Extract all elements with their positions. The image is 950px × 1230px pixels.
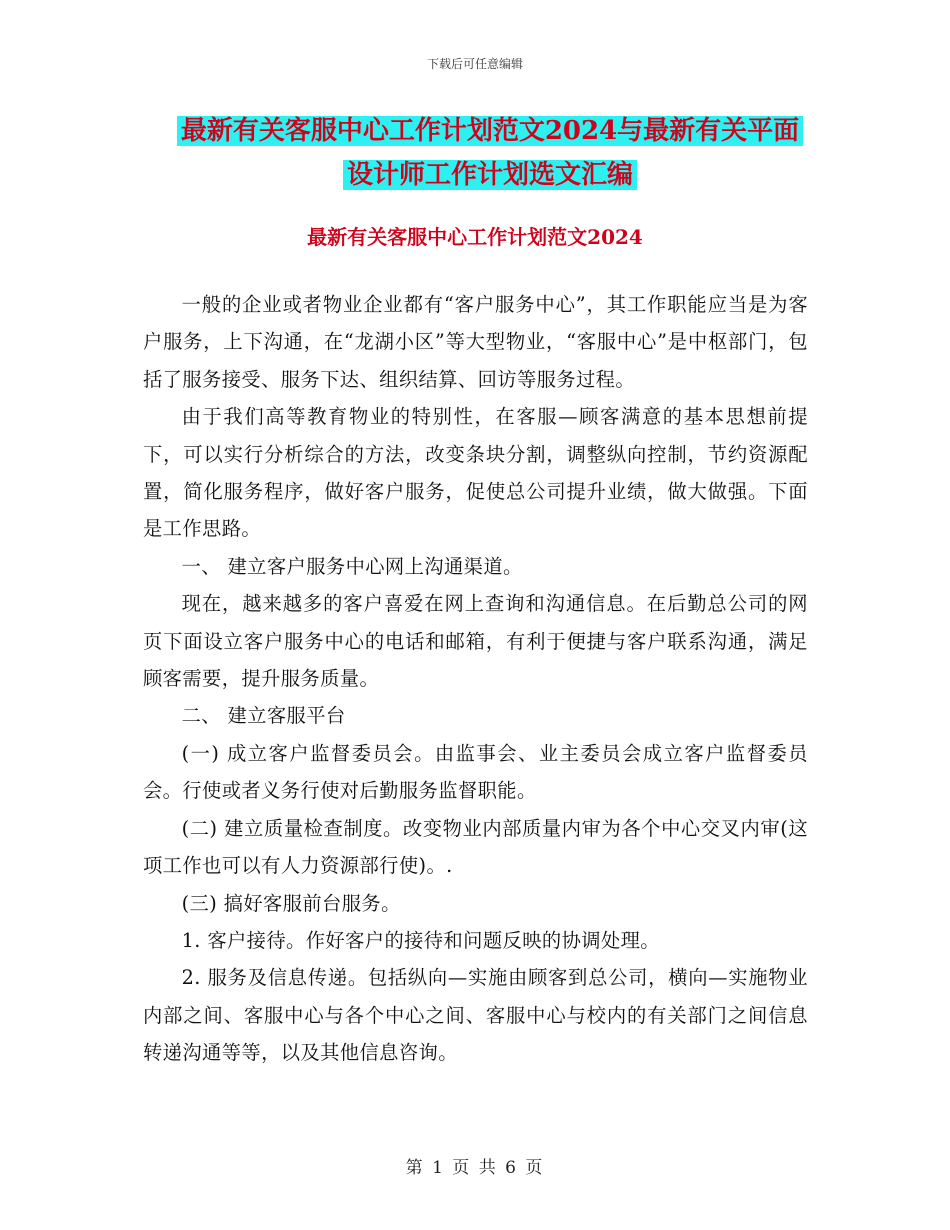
- paragraph: (一) 成立客户监督委员会。由监事会、业主委员会成立客户监督委员会。行使或者义务行使对后勤服务监督职能。: [143, 741, 808, 803]
- paragraph: 1. 客户接待。作好客户的接待和问题反映的协调处理。: [181, 928, 660, 952]
- page-footer: 第 1 页 共 6 页: [405, 1158, 545, 1178]
- header-note: 下载后可任意编辑: [426, 57, 523, 71]
- section-title: 最新有关客服中心工作计划范文2024: [307, 225, 643, 249]
- paragraph: (三) 搞好客服前台服务。: [181, 891, 401, 915]
- paragraph: (二) 建立质量检查制度。改变物业内部质量内审为各个中心交叉内审(这项工作也可以有人力资源部行使)。.: [143, 816, 808, 878]
- document-body: [143, 286, 808, 1072]
- paragraph: 由于我们高等教育物业的特别性，在客服—顾客满意的基本思想前提下，可以实行分析综合的方法，改变条块分割，调整纵向控制，节约资源配置，简化服务程序，做好客户服务，促使总公司提升业绩，做大做强。下面是工作思路。: [143, 405, 808, 541]
- paragraph: 现在，越来越多的客户喜爱在网上查询和沟通信息。在后勤总公司的网页下面设立客户服务中心的电话和邮箱，有利于便捷与客户联系沟通，满足顾客需要，提升服务质量。: [143, 592, 808, 691]
- document-title-line-2: [140, 154, 840, 196]
- document-title-line-2-text: 设计师工作计划选文汇编: [343, 160, 637, 190]
- document-title-line-1-text: 最新有关客服中心工作计划范文2024与最新有关平面: [177, 116, 803, 146]
- paragraph: 一、 建立客户服务中心网上沟通渠道。: [181, 554, 523, 578]
- paragraph: 二、 建立客服平台: [181, 704, 346, 728]
- paragraph: 2. 服务及信息传递。包括纵向—实施由顾客到总公司，横向—实施物业内部之间、客服中心与各个中心之间、客服中心与校内的有关部门之间信息转递沟通等等，以及其他信息咨询。: [143, 966, 808, 1065]
- paragraph: 一般的企业或者物业企业都有“客户服务中心”，其工作职能应当是为客户服务，上下沟通，在“龙湖小区”等大型物业，“客服中心”是中枢部门，包括了服务接受、服务下达、组织结算、回访等服务过程。: [143, 293, 808, 391]
- document-title-line-1: [140, 110, 840, 152]
